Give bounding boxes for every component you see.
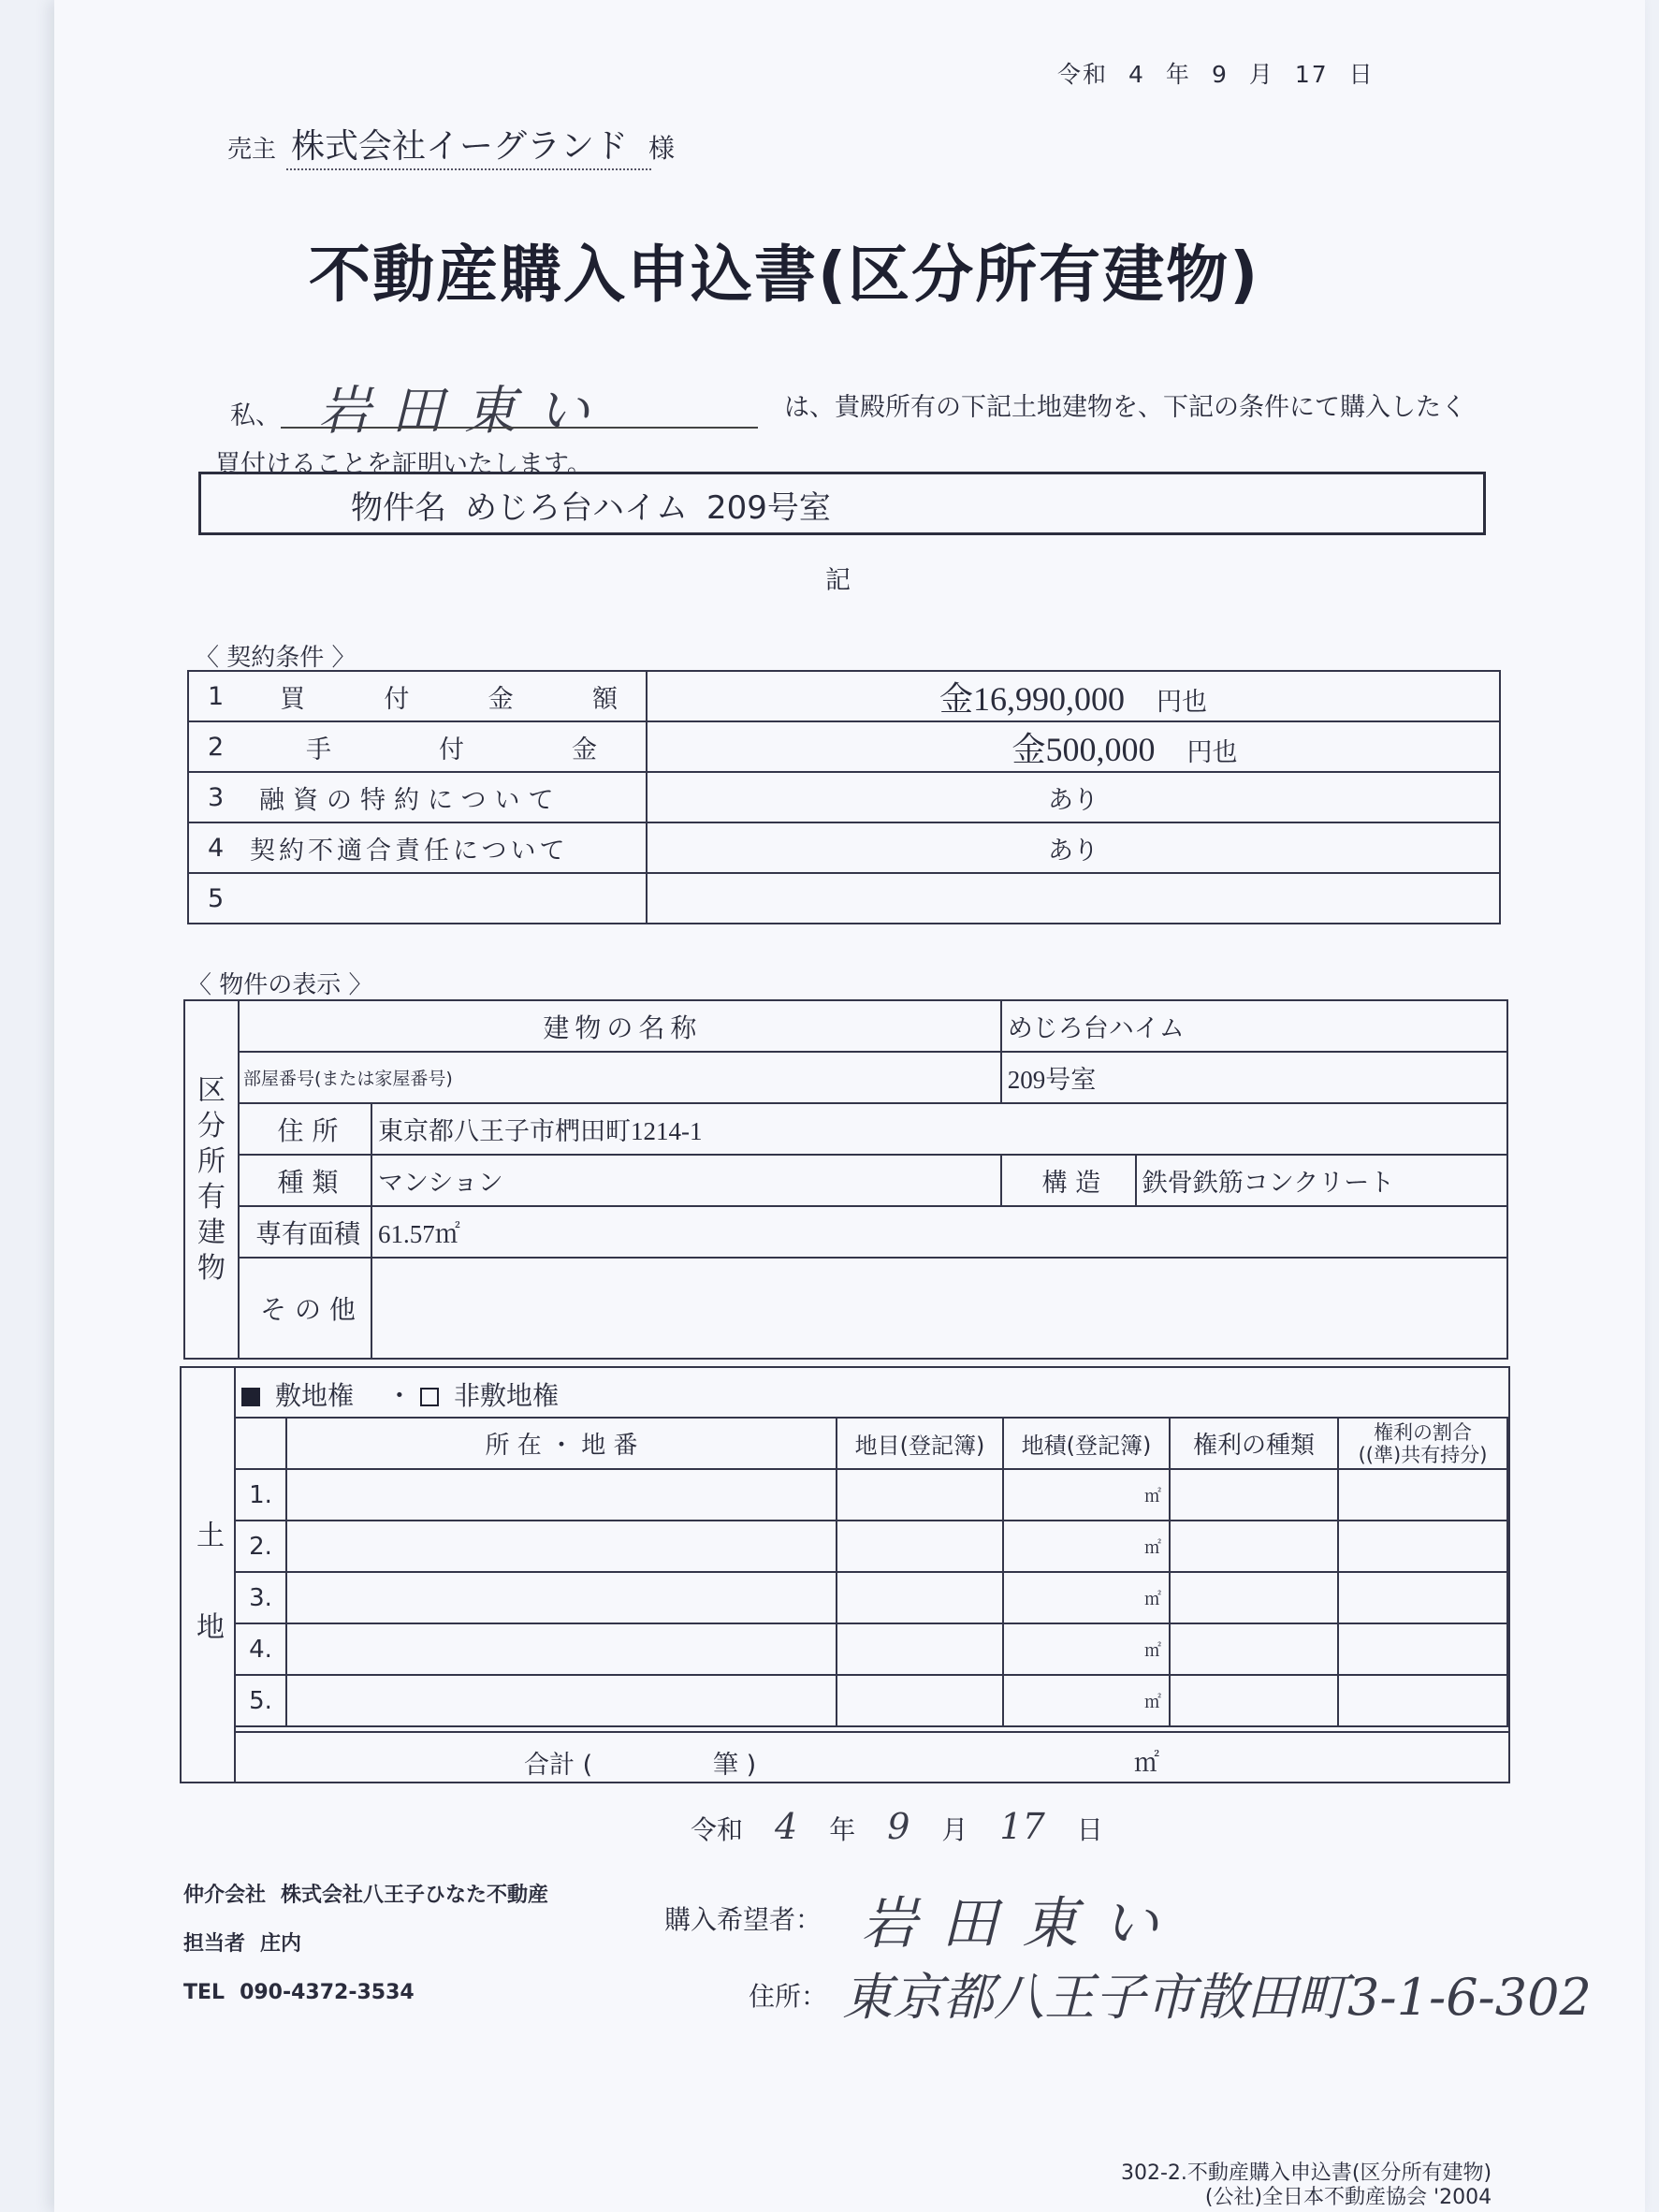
ki-label: 記 xyxy=(825,566,851,595)
table-row: 1 買 付 金 額 金16,990,000 円也 xyxy=(188,671,1500,721)
contract-terms-heading: 〈 契約条件 〉 xyxy=(195,644,357,672)
table-row: 2. ㎡ xyxy=(235,1521,1507,1572)
table-row: 3. ㎡ xyxy=(235,1572,1507,1623)
contract-terms-table xyxy=(187,670,1501,924)
broker-name: 株式会社八王子ひなた不動産 xyxy=(281,1884,549,1907)
term-label: 融資の特約について xyxy=(259,785,562,815)
table-row: 4. ㎡ xyxy=(235,1623,1507,1675)
land-table xyxy=(234,1417,1508,1727)
cert-prefix: 私、 xyxy=(230,401,281,430)
area-label: 専有面積 xyxy=(239,1206,371,1258)
property-box-room: 209号室 xyxy=(706,489,831,527)
section-label-vertical: 区分所有建物 xyxy=(184,1000,239,1359)
structure-label: 構 造 xyxy=(1001,1155,1136,1206)
share-header: 権利の割合 ((準)共有持分) xyxy=(1338,1418,1507,1469)
type-value: マンション xyxy=(371,1155,1001,1206)
seller-line xyxy=(227,120,675,167)
buyer-handwritten-address: 東京都八王子市散田町3-1-6-302 xyxy=(842,1968,1592,2027)
seller-honorific: 様 xyxy=(648,133,676,164)
table-row: 2 手 付 金 金500,000 円也 xyxy=(188,721,1500,772)
seller-name: 株式会社イーグランド xyxy=(291,127,629,166)
other-value xyxy=(371,1258,1507,1359)
area-value: 61.57㎡ xyxy=(371,1206,1507,1258)
address-label: 住 所 xyxy=(239,1103,371,1155)
table-row: 4 契約不適合責任について あり xyxy=(188,822,1500,873)
cert-text-line1: は、貴殿所有の下記土地建物を、下記の条件にて購入したく xyxy=(784,393,1466,422)
structure-value: 鉄骨鉄筋コンクリート xyxy=(1136,1155,1507,1206)
room-number-label: 部屋番号(または家屋番号) xyxy=(239,1052,1001,1103)
type-label: 種 類 xyxy=(239,1155,371,1206)
term-label: 買 付 金 額 xyxy=(280,684,618,714)
land-area-header: 地積(登記簿) xyxy=(1003,1418,1170,1469)
land-category-header: 地目(登記簿) xyxy=(837,1418,1003,1469)
room-number-value: 209号室 xyxy=(1001,1052,1507,1103)
land-total-row: 合計 ( 筆 ) ㎡ xyxy=(236,1731,1510,1783)
buyer-address-label: 住所： xyxy=(749,1981,828,2012)
financing-clause-value: あり xyxy=(647,772,1500,822)
term-label: 手 付 金 xyxy=(306,735,597,764)
page-title: 不動産購入申込書(区分所有建物) xyxy=(309,239,1260,311)
table-row: 1. ㎡ xyxy=(235,1469,1507,1521)
property-box-label: 物件名 xyxy=(351,489,446,527)
table-row: 5 xyxy=(188,873,1500,924)
property-display-heading: 〈 物件の表示 〉 xyxy=(187,971,373,999)
property-box-name: めじろ台ハイム xyxy=(465,489,688,527)
broker-tel: 090-4372-3534 xyxy=(240,1981,415,2004)
table-row: 3 融資の特約について あり xyxy=(188,772,1500,822)
site-right-selector: 敷地権 ・ 非敷地権 xyxy=(241,1375,559,1413)
property-name-box xyxy=(198,472,1486,535)
address-value: 東京都八王子市椚田町1214-1 xyxy=(371,1103,1507,1155)
other-label: そ の 他 xyxy=(239,1258,371,1359)
building-name-value: めじろ台ハイム xyxy=(1001,1000,1507,1052)
liability-value: あり xyxy=(647,822,1500,873)
purchase-amount: 金16,990,000 円也 xyxy=(647,671,1500,721)
location-header: 所 在 ・ 地 番 xyxy=(286,1418,837,1469)
property-display-table xyxy=(183,999,1508,1360)
seller-label: 売主 xyxy=(227,136,277,164)
seller-underline xyxy=(286,168,651,170)
applicant-underline xyxy=(281,427,758,429)
agent-name: 庄内 xyxy=(260,1932,302,1956)
buyer-label: 購入希望者： xyxy=(664,1904,822,1935)
broker-info: 仲介会社 株式会社八王子ひなた不動産 担当者 庄内 TEL 090-4372-3534 xyxy=(183,1884,549,2004)
form-identifier: 302-2.不動産購入申込書(区分所有建物) (公社)全日本不動産協会 '2004 xyxy=(1121,2161,1492,2209)
non-site-right-checkbox[interactable] xyxy=(420,1388,439,1406)
cert-text-line2: 買付けることを証明いたします。 xyxy=(215,450,592,479)
issue-date: 令和 4 年 9 月 17 日 xyxy=(1057,61,1375,88)
applicant-handwritten-name: 岩田東い xyxy=(318,381,610,442)
application-date: 令和 4 年 9 月 17 日 xyxy=(691,1806,1103,1847)
table-row: 5. ㎡ xyxy=(235,1675,1507,1726)
site-right-checkbox[interactable] xyxy=(241,1388,260,1406)
deposit-amount: 金500,000 円也 xyxy=(647,721,1500,772)
buyer-handwritten-name: 岩田東い xyxy=(861,1891,1183,1957)
right-type-header: 権利の種類 xyxy=(1170,1418,1338,1469)
building-name-label: 建物の名称 xyxy=(239,1000,1001,1052)
term-label: 契約不適合責任について xyxy=(250,836,569,866)
land-vertical-label: 土 地 xyxy=(180,1366,236,1783)
